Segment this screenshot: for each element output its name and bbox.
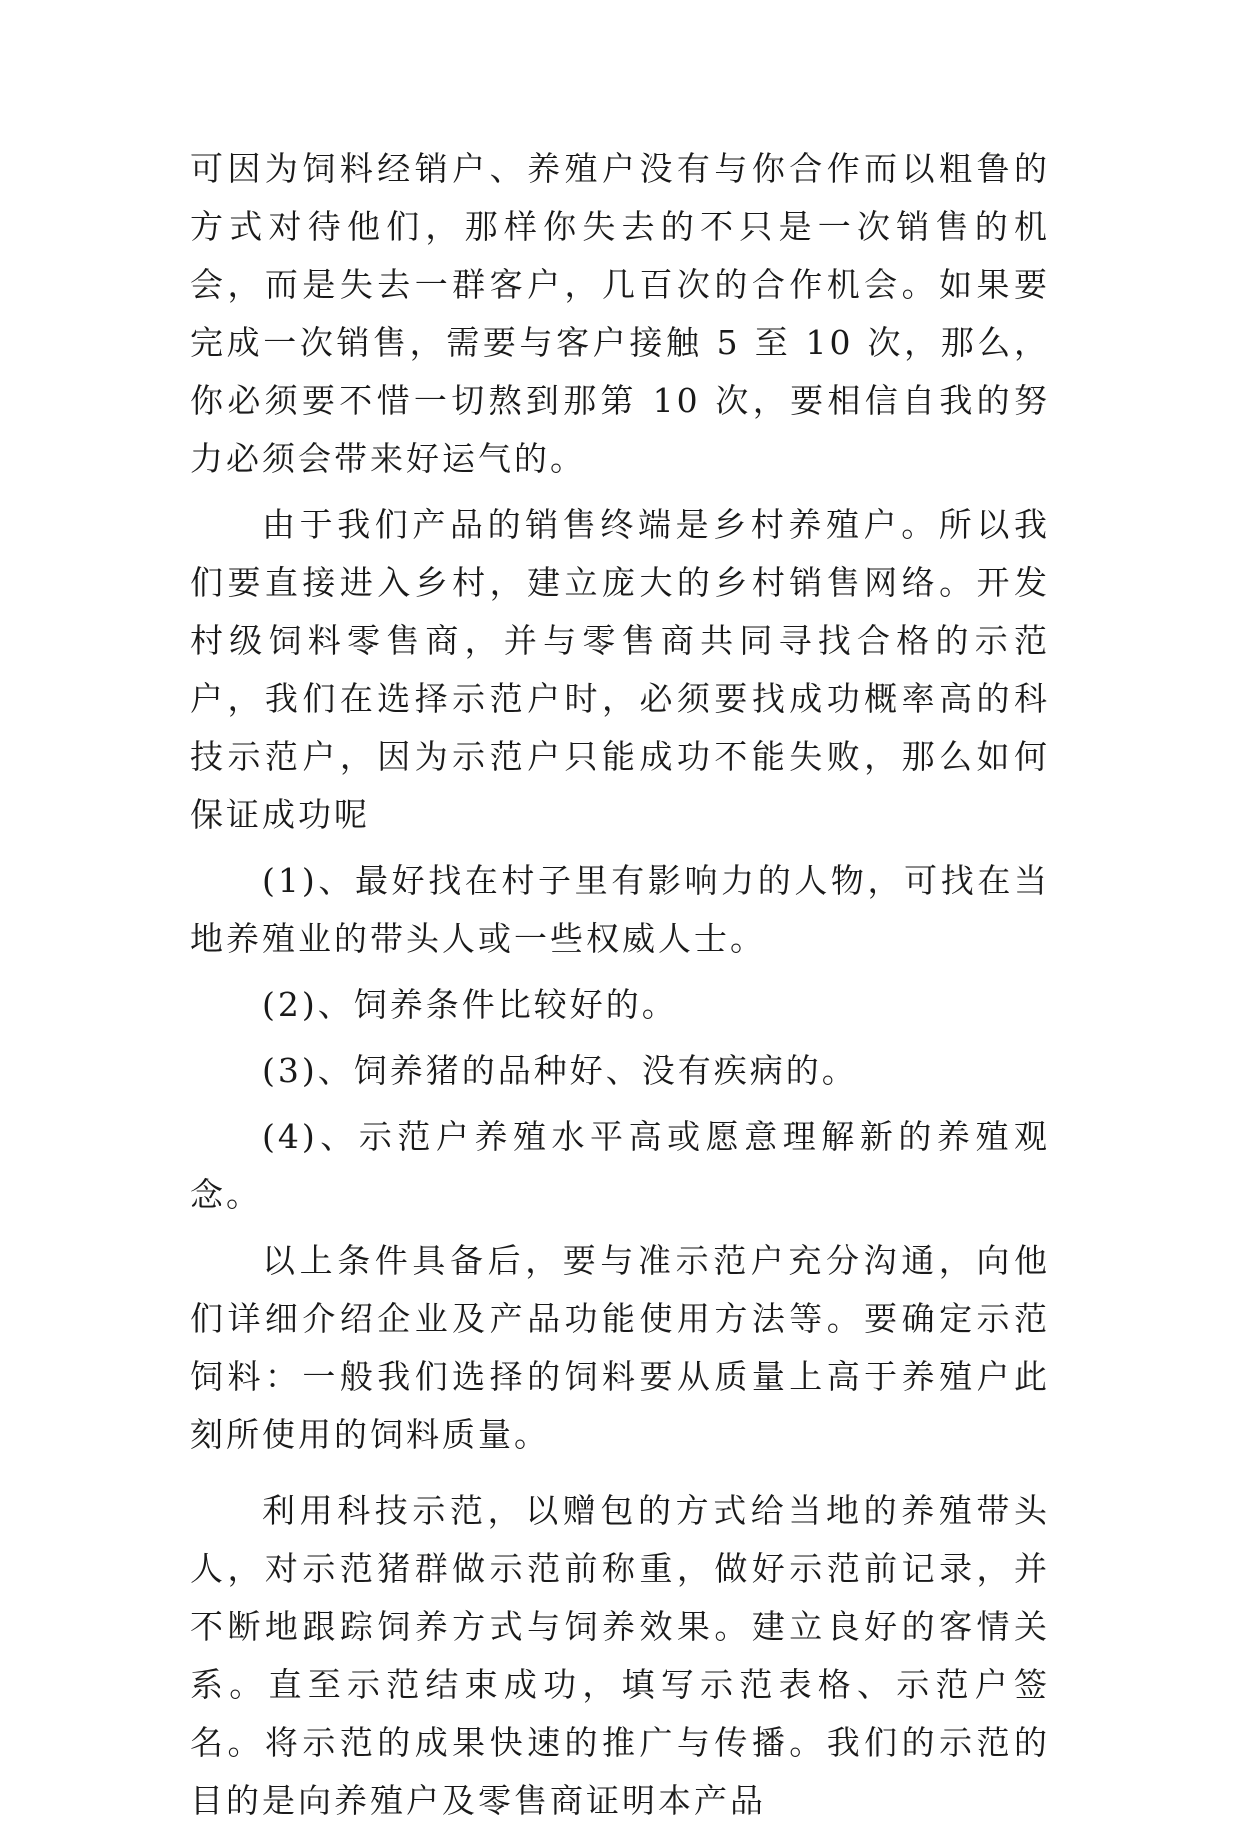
paragraph-3: 以上条件具备后，要与准示范户充分沟通，向他们详细介绍企业及产品功能使用方法等。要确定示范饲料：一般我们选择的饲料要从质量上高于养殖户此刻所使用的饲料质量。 xyxy=(190,1241,1050,1454)
list-item-4: (4)、示范户养殖水平高或愿意理解新的养殖观念。 xyxy=(190,1117,1050,1214)
list-item-2: (2)、饲养条件比较好的。 xyxy=(262,985,678,1024)
paragraph-1: 可因为饲料经销户、养殖户没有与你合作而以粗鲁的方式对待他们，那样你失去的不只是一次销售的机会，而是失去一群客户，几百次的合作机会。如果要完成一次销售，需要与客户接触 5 至 10 次，那么，你必须要不惜一切熬到那第 10 次，要相信自我的努力必须会带来好运气的。 xyxy=(190,149,1050,478)
paragraph-4: 利用科技示范，以赠包的方式给当地的养殖带头人，对示范猪群做示范前称重，做好示范前记录，并不断地跟踪饲养方式与饲养效果。建立良好的客情关系。直至示范结束成功，填写示范表格、示范户签名。将示范的成果快速的推广与传播。我们的示范的目的是向养殖户及零售商证明本产品 xyxy=(190,1491,1050,1820)
list-item-1: (1)、最好找在村子里有影响力的人物，可找在当地养殖业的带头人或一些权威人士。 xyxy=(190,861,1050,958)
paragraph-2: 由于我们产品的销售终端是乡村养殖户。所以我们要直接进入乡村，建立庞大的乡村销售网络。开发村级饲料零售商，并与零售商共同寻找合格的示范户，我们在选择示范户时，必须要找成功概率高的科技示范户，因为示范户只能成功不能失败，那么如何保证成功呢 xyxy=(190,505,1050,834)
document-page xyxy=(190,140,1050,1830)
list-item-3: (3)、饲养猪的品种好、没有疾病的。 xyxy=(262,1051,858,1090)
